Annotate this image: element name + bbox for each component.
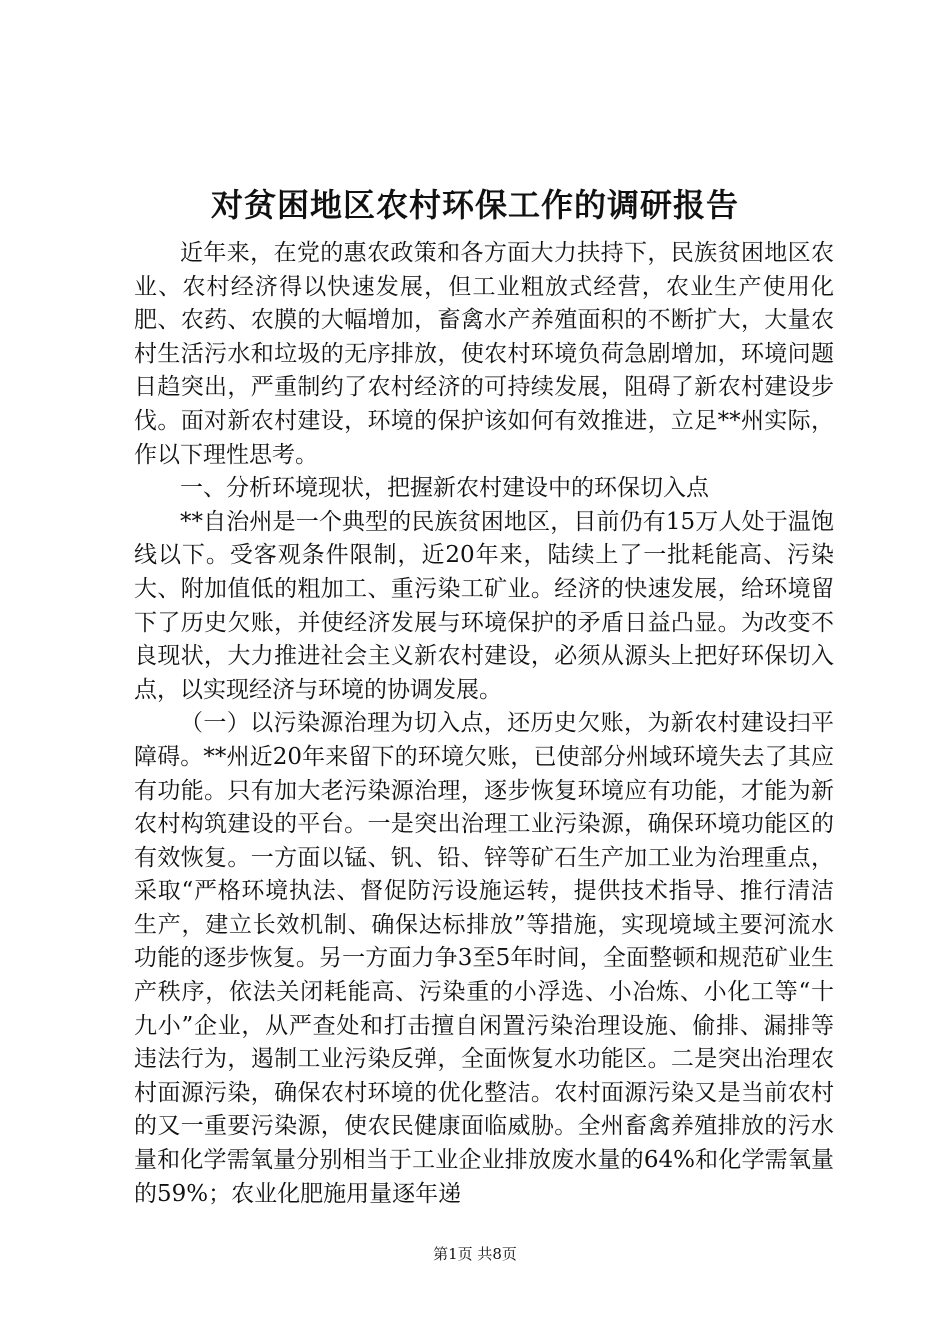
paragraph-intro: 近年来，在党的惠农政策和各方面大力扶持下，民族贫困地区农业、农村经济得以快速发展，但工业粗放式经营，农业生产使用化肥、农药、农膜的大幅增加，畜禽水产养殖面积的不断扩大，大量农村生活污水和垃圾的无序排放，使农村环境负荷急剧增加，环境问题日趋突出，严重制约了农村经济的可持续发展，阻碍了新农村建设步伐。面对新农村建设，环境的保护该如何有效推进，立足**州实际，作以下理性思考。 [134,240,834,468]
paragraph-situation: **自治州是一个典型的民族贫困地区，目前仍有15万人处于温饱线以下。受客观条件限制，近20年来，陆续上了一批耗能高、污染大、附加值低的粗加工、重污染工矿业。经济的快速发展，给环境留下了历史欠账，并使经济发展与环境保护的矛盾日益凸显。为改变不良现状，大力推进社会主义新农村建设，必须从源头上把好环保切入点，以实现经济与环境的协调发展。 [134,508,834,703]
paragraph-subsection-1: （一）以污染源治理为切入点，还历史欠账，为新农村建设扫平障碍。**州近20年来留下的环境欠账，已使部分州域环境失去了其应有功能。只有加大老污染源治理，逐步恢复环境应有功能，才能为新农村构筑建设的平台。一是突出治理工业污染源，确保环境功能区的有效恢复。一方面以锰、钒、铅、锌等矿石生产加工业为治理重点，采取“严格环境执法、督促防污设施运转，提供技术指导、推行清洁生产，建立长效机制、确保达标排放”等措施，实现境域主要河流水功能的逐步恢复。另一方面力争3至5年时间，全面整顿和规范矿业生产秩序，依法关闭耗能高、污染重的小浮选、小冶炼、小化工等“十九小”企业，从严查处和打击擅自闲置污染治理设施、偷排、漏排等违法行为，遏制工业污染反弹，全面恢复水功能区。二是突出治理农村面源污染，确保农村环境的优化整洁。农村面源污染又是当前农村的又一重要污染源，使农民健康面临威胁。全州畜禽养殖排放的污水量和化学需氧量分别相当于工业企业排放废水量的64%和化学需氧量的59%；农业化肥施用量逐年递 [134,710,834,1207]
document-title: 对贫困地区农村环保工作的调研报告 [210,186,739,224]
section-heading-1: 一、分析环境现状，把握新农村建设中的环保切入点 [180,475,709,502]
document-body [134,237,834,1211]
page-footer: 第1页 共8页 [433,1245,517,1263]
